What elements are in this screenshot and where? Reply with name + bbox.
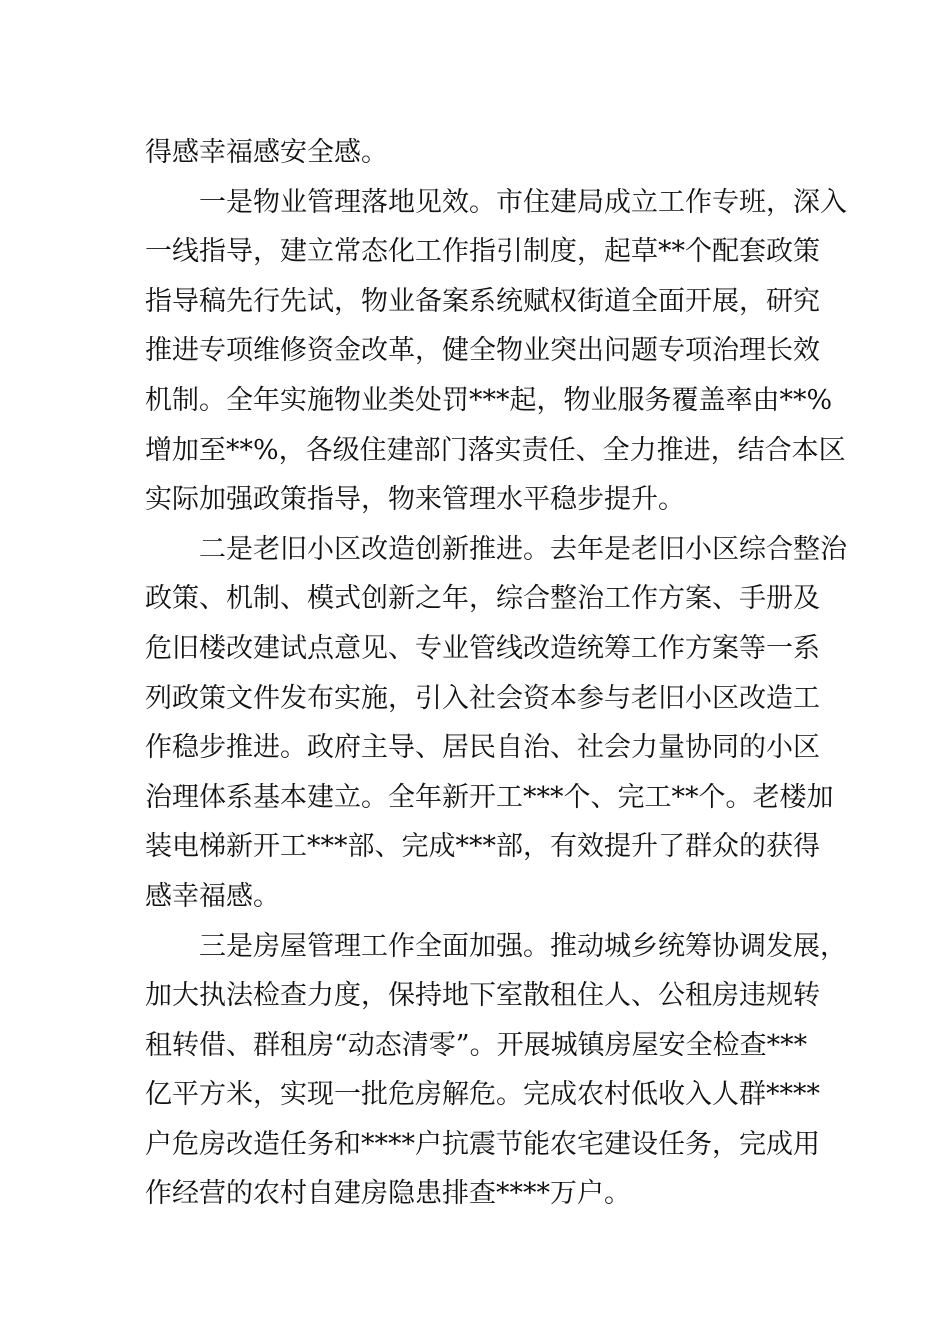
text-line: 指导稿先行先试，物业备案系统赋权街道全面开展，研究 (145, 285, 820, 317)
text-line: 租转借、群租房“动态清零”。开展城镇房屋安全检查*** (145, 1029, 808, 1061)
text-line: 危旧楼改建试点意见、专业管线改造统筹工作方案等一系 (145, 632, 820, 664)
text-line: 得感幸福感安全感。 (145, 137, 388, 168)
text-line: 一线指导，建立常态化工作指引制度，起草**个配套政策 (145, 236, 820, 268)
text-line: 亿平方米，实现一批危房解危。完成农村低收入人群**** (145, 1079, 820, 1111)
body-text (145, 128, 847, 1219)
text-line: 三是房屋管理工作全面加强。推动城乡统筹协调发展， (199, 930, 847, 962)
text-line: 加大执法检查力度，保持地下室散租住人、公租房违规转 (145, 980, 820, 1012)
text-line: 一是物业管理落地见效。市住建局成立工作专班，深入 (199, 186, 847, 218)
text-line: 装电梯新开工***部、完成***部，有效提升了群众的获得 (145, 831, 820, 863)
text-line: 政策、机制、模式创新之年，综合整治工作方案、手册及 (145, 583, 820, 615)
text-line: 列政策文件发布实施，引入社会资本参与老旧小区改造工 (145, 682, 820, 714)
text-line: 作经营的农村自建房隐患排查****万户。 (145, 1178, 631, 1210)
text-line: 感幸福感。 (145, 880, 280, 912)
text-line: 增加至**%，各级住建部门落实责任、全力推进，结合本区 (145, 434, 846, 466)
text-line: 户危房改造任务和****户抗震节能农宅建设任务，完成用 (145, 1128, 820, 1160)
text-line: 推进专项维修资金改革，健全物业突出问题专项治理长效 (145, 335, 820, 367)
text-line: 治理体系基本建立。全年新开工***个、完工**个。老楼加 (145, 781, 834, 813)
text-line: 机制。全年实施物业类处罚***起，物业服务覆盖率由**% (145, 384, 833, 416)
text-line: 二是老旧小区改造创新推进。去年是老旧小区综合整治 (199, 533, 847, 565)
text-line: 作稳步推进。政府主导、居民自治、社会力量协同的小区 (145, 732, 820, 764)
text-line: 实际加强政策指导，物来管理水平稳步提升。 (145, 484, 685, 516)
